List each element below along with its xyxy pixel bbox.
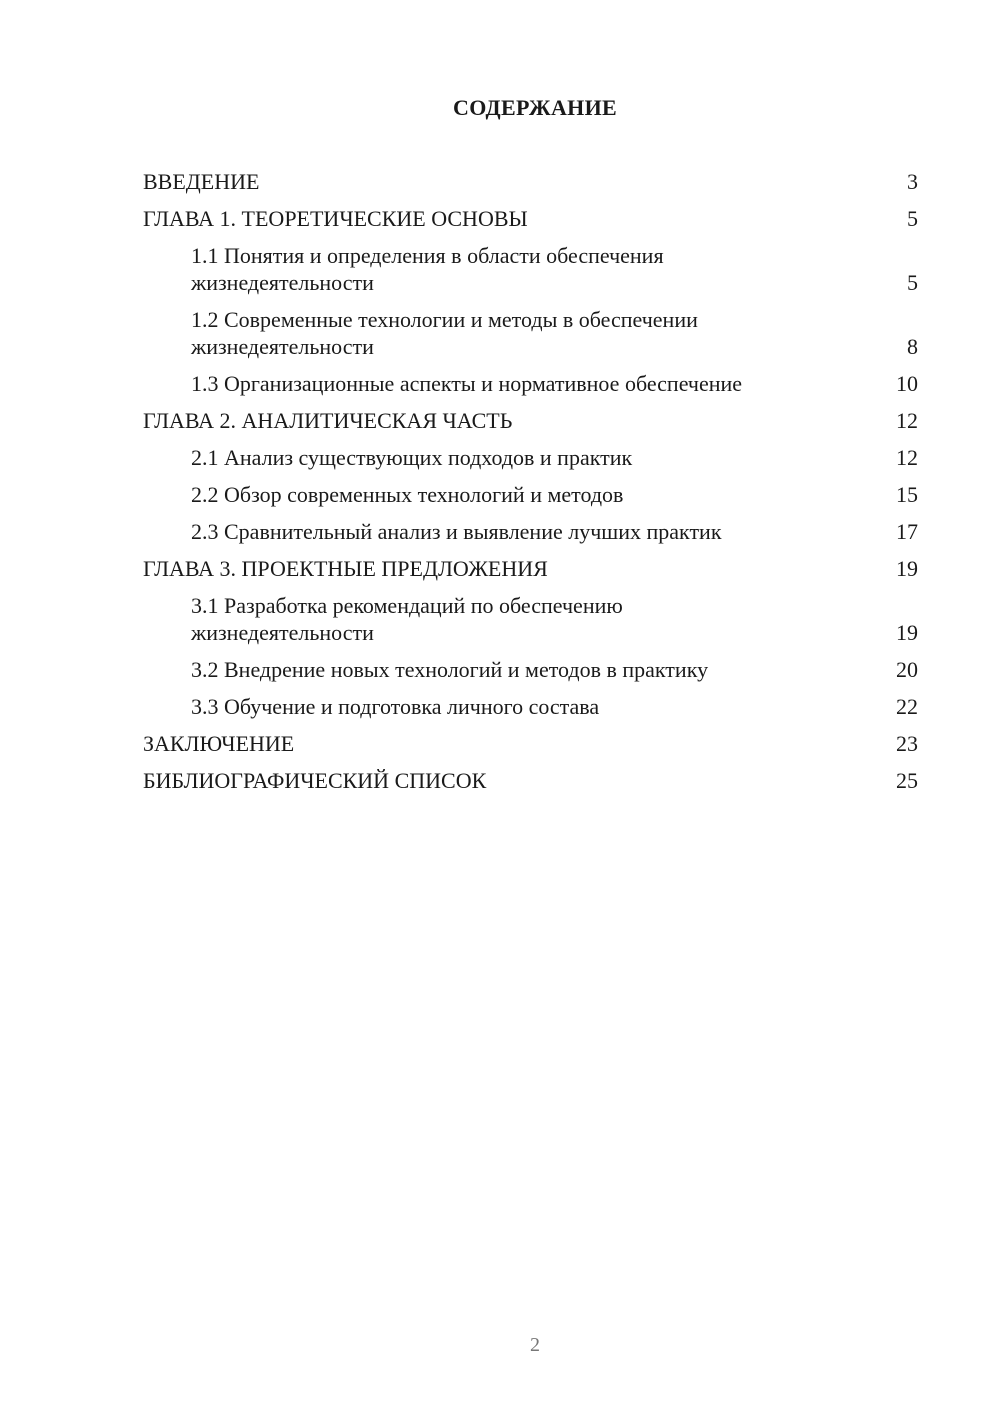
toc-entry-section-3-1[interactable] [143,592,918,646]
toc-entry-page: 3 [907,169,918,194]
toc-entry-title: ВВЕДЕНИЕ [143,169,260,194]
toc-entry-title: 3.1 Разработка рекомендаций по обеспечению жизнедеятельности [191,593,623,645]
toc-entry-title: 2.1 Анализ существующих подходов и практик [191,445,633,470]
toc-entry-section-1-2[interactable] [143,306,918,360]
toc-entry-chapter-1[interactable] [143,205,918,232]
toc-entry-title: ГЛАВА 3. ПРОЕКТНЫЕ ПРЕДЛОЖЕНИЯ [143,556,548,581]
toc-entry-title: 3.3 Обучение и подготовка личного состава [191,694,600,719]
toc-entry-page: 8 [907,334,918,359]
toc-entry-section-1-1[interactable] [143,242,918,296]
toc-entry-chapter-2[interactable] [143,407,918,434]
toc-entry-bibliography[interactable] [143,767,918,794]
toc-entry-title: 3.2 Внедрение новых технологий и методов в практику [191,657,709,682]
toc-entry-page: 19 [896,620,918,645]
page-number: 2 [530,1334,540,1356]
toc-entry-introduction[interactable] [143,168,918,195]
toc-entry-section-2-3[interactable] [143,518,918,545]
toc-entry-section-2-2[interactable] [143,481,918,508]
toc-entry-page: 17 [896,519,918,544]
toc-entry-title: 1.2 Современные технологии и методы в обеспечении жизнедеятельности [191,307,698,359]
toc-entry-section-3-2[interactable] [143,656,918,683]
toc-entry-page: 25 [896,768,918,793]
page-title: СОДЕРЖАНИЕ [453,95,617,120]
toc-entry-title: 2.3 Сравнительный анализ и выявление лучших практик [191,519,722,544]
toc-entry-conclusion[interactable] [143,730,918,757]
toc-entry-title: ГЛАВА 2. АНАЛИТИЧЕСКАЯ ЧАСТЬ [143,408,513,433]
toc-entry-title: ЗАКЛЮЧЕНИЕ [143,731,295,756]
toc-entry-page: 22 [896,694,918,719]
toc-entry-title: ГЛАВА 1. ТЕОРЕТИЧЕСКИЕ ОСНОВЫ [143,206,528,231]
toc-entry-page: 12 [896,445,918,470]
toc-entry-page: 20 [896,657,918,682]
toc-entry-page: 10 [896,371,918,396]
table-of-contents [143,168,918,804]
toc-entry-chapter-3[interactable] [143,555,918,582]
toc-entry-page: 19 [896,556,918,581]
toc-entry-title: 1.1 Понятия и определения в области обеспечения жизнедеятельности [191,243,664,295]
toc-entry-title: 2.2 Обзор современных технологий и методов [191,482,624,507]
toc-entry-section-1-3[interactable] [143,370,918,397]
toc-entry-title: 1.3 Организационные аспекты и нормативное обеспечение [191,371,743,396]
toc-entry-section-3-3[interactable] [143,693,918,720]
toc-entry-title: БИБЛИОГРАФИЧЕСКИЙ СПИСОК [143,768,487,793]
toc-entry-section-2-1[interactable] [143,444,918,471]
toc-entry-page: 15 [896,482,918,507]
toc-entry-page: 23 [896,731,918,756]
toc-entry-page: 5 [907,270,918,295]
toc-entry-page: 12 [896,408,918,433]
toc-entry-page: 5 [907,206,918,231]
